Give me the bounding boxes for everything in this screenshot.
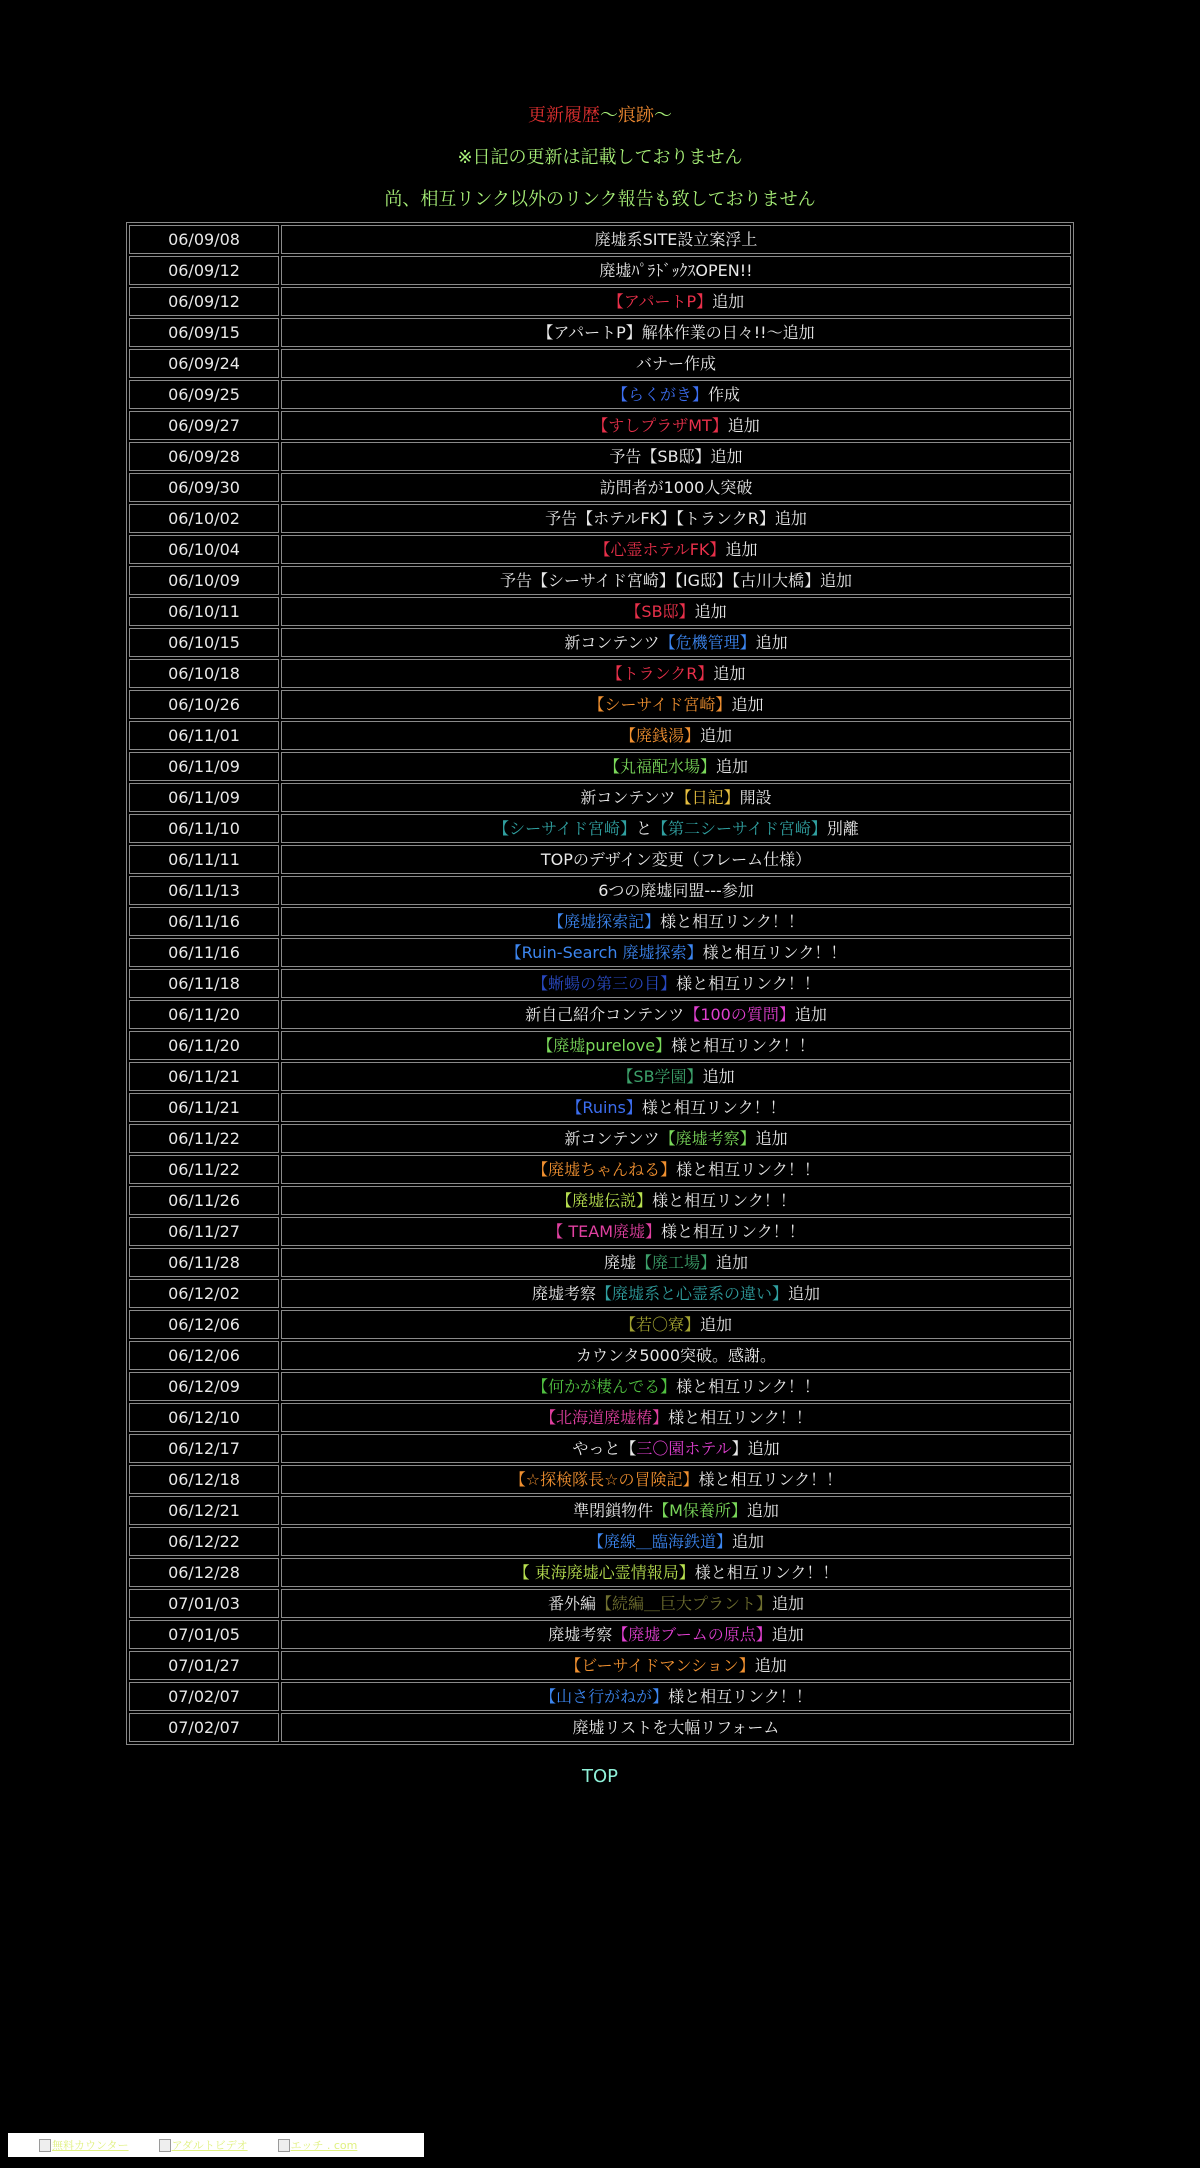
history-date: 06/11/09 (129, 783, 279, 812)
history-event (281, 814, 1071, 843)
top-link-wrap (0, 1765, 1200, 1789)
history-table (126, 222, 1074, 1745)
event-link[interactable]: 【廃線＿臨海鉄道】 (587, 1532, 732, 1551)
event-suffix: 追加 (794, 1005, 827, 1024)
event-text: 廃墟リストを大幅リフォーム (572, 1718, 780, 1737)
history-event (281, 318, 1071, 347)
history-date: 06/12/02 (129, 1279, 279, 1308)
history-event (281, 1682, 1071, 1711)
event-text: 新自己紹介コンテンツ (525, 1005, 685, 1024)
history-row (129, 566, 1071, 595)
event-link[interactable]: 【Ruins】 (566, 1098, 642, 1117)
history-date: 06/10/09 (129, 566, 279, 595)
event-text: 廃墟考察 (531, 1284, 596, 1303)
history-date: 06/11/11 (129, 845, 279, 874)
history-table-body (129, 225, 1071, 1742)
history-date: 06/11/09 (129, 752, 279, 781)
event-link[interactable]: 【☆探検隊長☆の冒険記】 (509, 1470, 699, 1489)
event-link[interactable]: 【SB学園】 (617, 1067, 703, 1086)
history-event (281, 473, 1071, 502)
history-date: 06/12/18 (129, 1465, 279, 1494)
history-event (281, 845, 1071, 874)
history-row (129, 318, 1071, 347)
event-text: カウンタ5000突破。感謝。 (575, 1346, 777, 1365)
event-suffix: 追加 (716, 1253, 749, 1272)
history-row (129, 1186, 1071, 1215)
history-event (281, 1000, 1071, 1029)
history-date: 06/09/28 (129, 442, 279, 471)
history-row (129, 1620, 1071, 1649)
event-link[interactable]: 【アパートP】 (607, 292, 713, 311)
history-row (129, 1651, 1071, 1680)
history-row (129, 1155, 1071, 1184)
event-link[interactable]: 【廃墟考察】 (659, 1129, 756, 1148)
event-link[interactable]: 【危機管理】 (659, 633, 756, 652)
event-link[interactable]: 【日記】 (675, 788, 740, 807)
event-text: 新コンテンツ (564, 1129, 660, 1148)
event-link[interactable]: 【心霊ホテルFK】 (594, 540, 726, 559)
event-suffix: 様と相互リンク！！ (668, 1687, 812, 1706)
history-date: 06/10/02 (129, 504, 279, 533)
history-date: 06/11/22 (129, 1124, 279, 1153)
event-link[interactable]: 【 東海廃墟心霊情報局】 (513, 1563, 695, 1582)
history-date: 07/01/27 (129, 1651, 279, 1680)
history-date: 06/09/08 (129, 225, 279, 254)
history-date: 06/10/18 (129, 659, 279, 688)
history-date: 06/11/21 (129, 1062, 279, 1091)
history-event (281, 256, 1071, 285)
event-suffix: 様と相互リンク！！ (668, 1408, 812, 1427)
history-row (129, 1062, 1071, 1091)
event-suffix: 追加 (772, 1594, 805, 1613)
history-date: 06/09/12 (129, 256, 279, 285)
history-event (281, 628, 1071, 657)
event-suffix: 様と相互リンク！！ (660, 912, 804, 931)
event-link[interactable]: 【廃墟ブームの原点】 (612, 1625, 772, 1644)
history-event (281, 287, 1071, 316)
event-text: 6つの廃墟同盟---参加 (598, 881, 754, 900)
history-row (129, 1341, 1071, 1370)
history-event (281, 1341, 1071, 1370)
event-link[interactable]: 【 TEAM廃墟】 (547, 1222, 662, 1241)
history-date: 06/09/27 (129, 411, 279, 440)
history-row (129, 1000, 1071, 1029)
event-suffix: 作成 (708, 385, 741, 404)
history-date: 06/12/06 (129, 1310, 279, 1339)
history-row (129, 721, 1071, 750)
history-date: 06/12/28 (129, 1558, 279, 1587)
history-date: 07/02/07 (129, 1682, 279, 1711)
event-suffix: 追加 (702, 1067, 735, 1086)
event-suffix: 追加 (755, 1129, 788, 1148)
badge-label: アダルトビデオ (171, 2139, 248, 2152)
history-date: 06/10/04 (129, 535, 279, 564)
history-date: 06/11/18 (129, 969, 279, 998)
event-suffix: 様と相互リンク！！ (676, 1377, 820, 1396)
history-date: 06/12/09 (129, 1372, 279, 1401)
history-row (129, 349, 1071, 378)
event-suffix: 追加 (755, 633, 788, 652)
event-link[interactable]: 【シーサイド宮崎】 (588, 695, 732, 714)
history-event (281, 1279, 1071, 1308)
history-date: 06/11/20 (129, 1031, 279, 1060)
history-row (129, 1558, 1071, 1587)
history-row (129, 597, 1071, 626)
history-date: 06/10/11 (129, 597, 279, 626)
event-suffix: 追加 (731, 695, 764, 714)
event-link[interactable]: 【100の質問】 (684, 1005, 795, 1024)
history-date: 06/09/24 (129, 349, 279, 378)
event-link[interactable]: 【丸福配水場】 (603, 757, 716, 776)
history-row (129, 411, 1071, 440)
history-event (281, 783, 1071, 812)
history-event (281, 1434, 1071, 1463)
event-suffix: 様と相互リンク！！ (652, 1191, 796, 1210)
history-event (281, 1651, 1071, 1680)
history-date: 06/09/15 (129, 318, 279, 347)
history-event (281, 1248, 1071, 1277)
event-suffix: 追加 (694, 602, 727, 621)
event-link[interactable]: 【続編＿巨大プラント】 (595, 1594, 772, 1613)
event-suffix: 追加 (746, 1501, 779, 1520)
history-event (281, 1713, 1071, 1742)
event-link[interactable]: 【山さ行がねが】 (540, 1687, 669, 1706)
history-event (281, 1527, 1071, 1556)
event-suffix: 様と相互リンク！！ (702, 943, 847, 962)
event-suffix: 追加 (727, 416, 760, 435)
title-part-trace: 痕跡 (618, 105, 654, 126)
event-link[interactable]: 【廃墟purelove】 (537, 1036, 672, 1055)
event-link[interactable]: 【SB邸】 (625, 602, 695, 621)
event-link[interactable]: 【シーサイド宮崎】 (493, 819, 636, 838)
history-event (281, 938, 1071, 967)
history-event (281, 1217, 1071, 1246)
history-event (281, 690, 1071, 719)
event-link[interactable]: 【Ruin-Search 廃墟探索】 (505, 943, 703, 962)
link-note: 尚、相互リンク以外のリンク報告も致しておりません (384, 189, 816, 210)
event-suffix: 追加 (788, 1284, 821, 1303)
com-badge[interactable] (278, 2137, 358, 2153)
header (0, 0, 1200, 212)
history-date: 06/11/01 (129, 721, 279, 750)
history-date: 06/11/10 (129, 814, 279, 843)
history-date: 06/11/26 (129, 1186, 279, 1215)
history-row (129, 1279, 1071, 1308)
history-row (129, 1403, 1071, 1432)
history-event (281, 1496, 1071, 1525)
history-event (281, 659, 1071, 688)
history-row (129, 535, 1071, 564)
event-text: TOPのデザイン変更（フレーム仕様） (540, 850, 812, 869)
history-date: 07/01/05 (129, 1620, 279, 1649)
history-row (129, 1527, 1071, 1556)
history-event (281, 969, 1071, 998)
event-link[interactable]: 【廃銭湯】 (619, 726, 700, 745)
history-row (129, 969, 1071, 998)
history-date: 06/09/12 (129, 287, 279, 316)
history-date: 06/11/20 (129, 1000, 279, 1029)
event-text: 予告【ホテルFK】【トランクR】追加 (545, 509, 807, 528)
history-row (129, 1465, 1071, 1494)
history-date: 06/11/22 (129, 1155, 279, 1184)
history-date: 07/02/07 (129, 1713, 279, 1742)
history-row (129, 845, 1071, 874)
event-text: 番外編 (547, 1594, 596, 1613)
badge-label: エッチ . com (290, 2139, 358, 2152)
event-link[interactable]: 【第二シーサイド宮崎】 (652, 819, 827, 838)
history-event (281, 1465, 1071, 1494)
history-row (129, 1496, 1071, 1525)
history-row (129, 907, 1071, 936)
history-event (281, 1155, 1071, 1184)
event-suffix: 追加 (754, 1656, 787, 1675)
history-event (281, 1372, 1071, 1401)
history-date: 06/11/27 (129, 1217, 279, 1246)
diary-note: ※日記の更新は記載しておりません (457, 147, 743, 168)
event-link[interactable]: 【トランクR】 (606, 664, 714, 683)
history-row (129, 1713, 1071, 1742)
event-text: 廃墟考察 (548, 1625, 613, 1644)
history-event (281, 1186, 1071, 1215)
event-text: バナー作成 (635, 354, 716, 373)
counter-badge[interactable] (39, 2137, 129, 2153)
history-row (129, 783, 1071, 812)
counter-bar (8, 2133, 424, 2157)
history-event (281, 566, 1071, 595)
event-link[interactable]: 【らくがき】 (611, 385, 708, 404)
event-link[interactable]: 【蜥蝪の第三の目】 (532, 974, 677, 993)
history-row (129, 690, 1071, 719)
history-date: 06/09/25 (129, 380, 279, 409)
history-event (281, 1620, 1071, 1649)
event-link[interactable]: 【若〇寮】 (619, 1315, 700, 1334)
history-row (129, 256, 1071, 285)
event-link[interactable]: 【廃工場】 (635, 1253, 716, 1272)
history-row (129, 473, 1071, 502)
event-suffix: 様と相互リンク！！ (676, 1160, 820, 1179)
history-row (129, 659, 1071, 688)
event-suffix: 様と相互リンク！！ (698, 1470, 843, 1489)
history-row (129, 1248, 1071, 1277)
event-link[interactable]: 【廃墟ちゃんねる】 (532, 1160, 677, 1179)
event-text: 廃墟系SITE設立案浮上 (594, 230, 758, 249)
history-row (129, 938, 1071, 967)
history-event (281, 1310, 1071, 1339)
history-row (129, 814, 1071, 843)
event-text: 準閉鎖物件 (573, 1501, 654, 1520)
event-suffix: 様と相互リンク！！ (671, 1036, 815, 1055)
history-event (281, 876, 1071, 905)
event-link[interactable]: 【何かが棲んでる】 (532, 1377, 677, 1396)
top-link[interactable]: TOP (581, 1766, 619, 1787)
history-date: 06/12/10 (129, 1403, 279, 1432)
event-link[interactable]: 【北海道廃墟椿】 (540, 1408, 669, 1427)
event-suffix: 】追加 (731, 1439, 780, 1458)
history-event (281, 752, 1071, 781)
event-text: 予告【シーサイド宮崎】【IG邸】【古川大橋】追加 (500, 571, 852, 590)
event-suffix: 追加 (712, 292, 745, 311)
event-text: 新コンテンツ (580, 788, 676, 807)
history-row (129, 1589, 1071, 1618)
history-event (281, 1124, 1071, 1153)
history-event (281, 1589, 1071, 1618)
video-badge[interactable] (159, 2137, 248, 2153)
event-text: 新コンテンツ (564, 633, 660, 652)
event-suffix: 別離 (826, 819, 859, 838)
history-event (281, 225, 1071, 254)
event-suffix: 追加 (725, 540, 758, 559)
event-link[interactable]: 【廃墟系と心霊系の違い】 (595, 1284, 788, 1303)
history-date: 06/11/16 (129, 938, 279, 967)
history-event (281, 411, 1071, 440)
event-link[interactable]: 【すしプラザMT】 (592, 416, 728, 435)
history-event (281, 1403, 1071, 1432)
history-row (129, 442, 1071, 471)
event-suffix: 様と相互リンク！！ (694, 1563, 839, 1582)
event-text: 廃墟ﾊﾟﾗﾄﾞｯｸｽOPEN!! (599, 261, 753, 280)
event-text: やっと【 (572, 1439, 637, 1458)
event-suffix: 追加 (713, 664, 746, 683)
event-suffix: 開設 (739, 788, 772, 807)
badge-label: 無料カウンター (52, 2139, 129, 2152)
event-link[interactable]: 【廃墟伝説】 (556, 1191, 653, 1210)
page-title (0, 104, 1200, 128)
event-text: 【アパートP】解体作業の日々!!〜追加 (537, 323, 815, 342)
history-event (281, 1062, 1071, 1091)
history-date: 06/12/17 (129, 1434, 279, 1463)
history-row (129, 1124, 1071, 1153)
history-date: 06/10/26 (129, 690, 279, 719)
event-suffix: 追加 (771, 1625, 804, 1644)
history-date: 06/10/15 (129, 628, 279, 657)
event-link[interactable]: 【M保養所】 (653, 1501, 747, 1520)
event-suffix: 追加 (700, 726, 733, 745)
broken-image-icon (159, 2139, 171, 2152)
event-text: 廃墟 (603, 1253, 636, 1272)
broken-image-icon (39, 2139, 51, 2152)
history-event (281, 349, 1071, 378)
history-row (129, 752, 1071, 781)
history-row (129, 876, 1071, 905)
history-date: 07/01/03 (129, 1589, 279, 1618)
history-row (129, 380, 1071, 409)
history-event (281, 504, 1071, 533)
history-row (129, 225, 1071, 254)
event-suffix: 追加 (716, 757, 749, 776)
event-suffix: 追加 (732, 1532, 765, 1551)
history-row (129, 1372, 1071, 1401)
history-date: 06/11/13 (129, 876, 279, 905)
history-row (129, 1310, 1071, 1339)
history-row (129, 1434, 1071, 1463)
history-date: 06/12/06 (129, 1341, 279, 1370)
history-row (129, 287, 1071, 316)
history-date: 06/12/21 (129, 1496, 279, 1525)
history-event (281, 1558, 1071, 1587)
history-event (281, 907, 1071, 936)
history-row (129, 504, 1071, 533)
event-link[interactable]: 三〇園ホテル (636, 1439, 732, 1458)
event-text: 予告【SB邸】追加 (609, 447, 743, 466)
history-date: 06/11/21 (129, 1093, 279, 1122)
history-date: 06/11/16 (129, 907, 279, 936)
title-sep: 〜 (600, 105, 618, 126)
history-date: 06/09/30 (129, 473, 279, 502)
event-link[interactable]: 【廃墟探索記】 (548, 912, 661, 931)
history-event (281, 597, 1071, 626)
history-event (281, 535, 1071, 564)
history-event (281, 442, 1071, 471)
event-text: 訪問者が1000人突破 (599, 478, 753, 497)
title-part-history: 更新履歴 (528, 105, 600, 126)
history-date: 06/11/28 (129, 1248, 279, 1277)
history-event (281, 1031, 1071, 1060)
event-link[interactable]: 【ビーサイドマンション】 (565, 1656, 755, 1675)
history-row (129, 1031, 1071, 1060)
title-end: 〜 (654, 105, 672, 126)
event-suffix: 様と相互リンク！！ (661, 1222, 805, 1241)
event-suffix: 追加 (700, 1315, 733, 1334)
history-row (129, 1217, 1071, 1246)
history-row (129, 1682, 1071, 1711)
broken-image-icon (278, 2139, 290, 2152)
history-event (281, 380, 1071, 409)
history-row (129, 1093, 1071, 1122)
history-row (129, 628, 1071, 657)
event-suffix: 様と相互リンク！！ (641, 1098, 786, 1117)
history-event (281, 1093, 1071, 1122)
history-date: 06/12/22 (129, 1527, 279, 1556)
event-suffix: と (635, 819, 652, 838)
history-event (281, 721, 1071, 750)
event-suffix: 様と相互リンク！！ (676, 974, 820, 993)
